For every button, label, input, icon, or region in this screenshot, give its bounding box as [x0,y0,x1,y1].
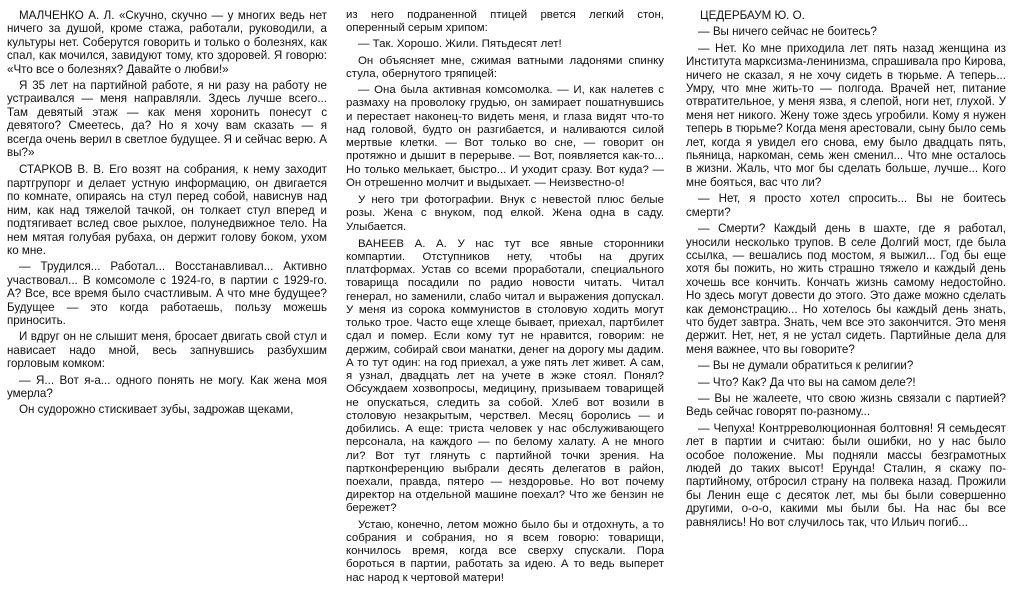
paragraph-question-party: — Вы не жалеете, что свою жизнь связали с партией? Ведь сейчас говорят по-разному... [686,391,1006,419]
paragraph-photos: У него три фотографии. Внук с невестой плюс белые розы. Жена с внуком, под елкой. Жена одна в саду. Улыбается. [346,194,664,233]
paragraph-malchenko-work: Я 35 лет на партийной работе, я ни разу на работу не устраивался — меня направляли. Здесь лучше всего... Там девятый этаж — как меня хоронить понесут с девятого? Смеетесь, да? Но я хочу вам сказать — я всегда очень верил в светлое будущее. Я и сейчас верю. А вы?» [7,79,327,160]
paragraph-question-death: — Нет, я просто хотел спросить... Вы не боитесь смерти? [686,192,1006,219]
paragraph-answer-religion: — Что? Как? Да что вы на самом деле?! [698,375,916,389]
paragraph-question-religion: — Вы не думали обратиться к религии? [698,359,914,373]
paragraph-starkov-narration: И вдруг он не слышит меня, бросает двигать свой стул и нависает надо мной, весь запнувшись разбухшим горловым комком: [7,330,327,371]
paragraph-question-fear: — Вы ничего сейчас не боитесь? [698,25,877,39]
paragraph-vaneev: ВАНЕЕВ А. А. У нас тут все явные сторонники компартии. Отступников нету, чтобы на других платформах. Устав со всеми проработали, специального товарища посадили по радио новости читать. Читал генерал, но заменили, слабо читал и выражения допускал. У меня из сорока коммунистов в столовую ходить могут только трое. Часто еще хлеще бывает, приехал, партбилет сдал и помер. Если кому тут не нравится, говорим: не держим, собирай свои манатки, денег на дорогу мы дадим. А то тут один: на год приехал, а уже пять лет живет. А сам, я узнал, двадцать лет на учете в жэке стоял. Понял? Обсуждаем хозвопросы, медицину, призываем товарищей не опускаться, следить за собой. Хлеб вот возили в столовую незакрытым, черствел. Месяц боролись — и добились. А еще: триста человек у нас обслуживающего персонала, на каждого — по белому халату. А не много ли? Вот тут глянуть с партийной точки зрения. На партконференцию выбрали десять делегатов в район, поехали, правда, пятеро — нездоровье. Но вот почему директор на отдельной машине поехал? Что же бензин не бережет? [346,237,664,515]
paragraph-starkov-wife: — Я... Вот я-а... одного понять не могу. Как жена моя умерла? [7,373,327,400]
paragraph-fifty-years: — Так. Хорошо. Жили. Пятьдесят лет! [358,38,562,51]
paragraph-answer-party: — Чепуха! Контрреволюционная болтовня! Я семьдесят лет в партии и считаю: были ошибки, но у нас было особое положение. Мы подняли массы безграмотных людей до таких высот! Ерунда! Сталин, я скажу по-партийному, отбросил страну на полвека назад. Прожили бы Ленин еще с десяток лет, мы бы были совершенно другими, о-о-о, какими мы были бы. На нас бы все равнялись! Но вот случилось так, что Ильич погиб... [686,421,1006,529]
text-column-3 [686,9,1006,532]
paragraph-tsederbaum-name: ЦЕДЕРБАУМ Ю. О. [700,9,805,22]
paragraph-answer-prison: — Нет. Ко мне приходила лет пять назад женщина из Института марксизма-ленинизма, спрашивала про Кирова, ничего не сказал, я не хочу сидеть в тюрьме. А теперь... Умру, что мне жить-то — полгода. Врачей нет, питание отвратительное, у меня язва, я слепой, ноги нет, глухой. У меня нет никого. Жену тоже здесь угробили. Кому я нужен теперь в тюрьме? Когда меня арестовали, сыну было семь лет, когда я увидел его снова, ему было двадцать пять, пьяница, наркоман, семь жен сменил... Что мне осталось в жизни. Жаль, что мог бы сделать больше, лучше... Кого мне бояться, вас что ли? [686,41,1006,189]
text-column-2 [346,9,664,588]
paragraph-starkov-quote: — Трудился... Работал... Восстанавливал... Активно участвовал... В комсомоле с 1924-го, в партии с 1929-го. А? Все, все время было счастливым. А что мне будущее? Будущее — это когда работаешь, пользу можешь приносить. [7,260,327,327]
paragraph-answer-death: — Смерти? Каждый день в шахте, где я работал, уносили несколько трупов. В селе Долгий мост, где была ссылка, — вешались под мостом, я выжил... Год бы еще хотя бы пожить, но жить страшно тяжело и каждый день хочешь все кончить. Кончать жизнь самому недостойно. Но здесь могут довести до этого. Это даже можно сделать как демонстрацию... Но хотелось бы каждый день знать, что будет завтра. Знать, чем все это закончится. Это меня держит. Нет, нет, я не устал сидеть. Партийные дела для меня важнее, что вы говорите? [686,222,1006,356]
paragraph-continuation: из него подраненной птицей рвется легкий стон, оперенный серым хрипом: [346,9,664,35]
paragraph-vaneev-tired: Устаю, конечно, летом можно было бы и отдохнуть, а то собрания и собрания, но я всем говорю: товарищи, кончилось время, когда все сверху спускали. Пора бороться в партии, работать за идею. А то ведь выперет нас народ к чертовой матери! [346,518,664,584]
paragraph-komsomol: — Она была активная комсомолка. — И, как налетев с размаху на проволоку грудью, он замирает пошатнувшись и перестает наконец-то видеть меня, и глаза видят что-то над головой, будто он разгибается, и наливаются силой мертвые клетки. — Вот только во сне, — говорит он протяжно и дышит в перерыве. — Вот, появляется как-то... Но только мелькает, быстро... И уходит сразу. Вот куда? — Он отрешенно молчит и выдыхает. — Неизвестно-о! [346,84,664,189]
paragraph-explains: Он объясняет мне, сжимая ватными ладонями спинку стула, обернутого тряпицей: [346,54,664,80]
paragraph-starkov-intro: СТАРКОВ В. В. Его возят на собрания, к нему заходит партгрупорг и делает устную информацию, он двигается по комнате, опираясь на стул перед собой, нависнув над ним, как над тяжелой тачкой, он толкает стул вперед и подтягивает вслед свое рыхлое, полунедвижное тело. На нем мятая голубая рубаха, он держит голову боком, ухом ко мне. [7,163,327,257]
paragraph-malchenko-intro: МАЛЧЕНКО А. Л. «Скучно, скучно — у многих ведь нет ничего за душой, кроме стажа, работали, руководили, а культуры нет. Соберутся говорить и только о болезнях, как спал, как мочился, завидуют тому, кто здоровей. Я говорю: «Что все о болезнях? Давайте о любви!» [7,9,327,76]
text-column-1 [7,9,327,420]
paragraph-starkov-teeth: Он судорожно стискивает зубы, задрожав щеками, [19,403,294,417]
